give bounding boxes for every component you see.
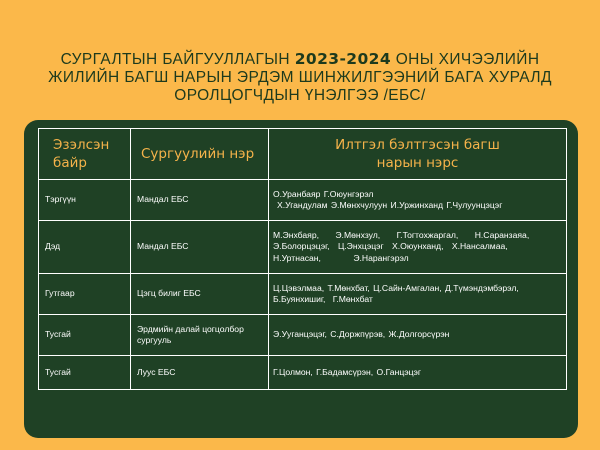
header-place-line1: Эзэлсэн xyxy=(53,137,110,153)
cell-school: Цэгц билиг ЕБС xyxy=(131,274,269,315)
results-card xyxy=(24,120,578,438)
table-row xyxy=(39,274,567,315)
header-place xyxy=(39,129,131,180)
title-line-3: ОРОЛЦОГЧДЫН ҮНЭЛГЭЭ /ЕБС/ xyxy=(174,87,426,104)
title-line-2: ЖИЛИЙН БАГШ НАРЫН ЭРДЭМ ШИНЖИЛГЭЭНИЙ БАГА ХУРАЛД xyxy=(48,69,552,86)
cell-names: Э.Ууганцэцэг, С.Доржпүрэв, Ж.Долгорсүрэн xyxy=(269,315,567,356)
cell-school: Мандал ЕБС xyxy=(131,180,269,221)
header-teachers xyxy=(269,129,567,180)
page-title xyxy=(30,50,570,105)
names-line: Б.Буянхишиг, Г.Мөнхбат xyxy=(273,294,373,304)
names-line: Х.Угандулам Э.Мөнхчулуун И.Уржинханд Г.Чулуунцэцэг xyxy=(277,200,503,210)
title-text-pre: СУРГАЛТЫН БАЙГУУЛЛАГЫН xyxy=(60,51,295,68)
cell-place: Тусгай xyxy=(39,356,131,390)
names-line: М.Энхбаяр, Э.Мөнхзул, Г.Тогтохжаргал, Н.Саранзаяа, xyxy=(273,229,530,240)
names-line: Ц.Цэвэлмаа, Т.Мөнхбат, Ц.Сайн-Амгалан, Д.Түмэндэмбэрэл, xyxy=(273,282,519,293)
header-teachers-line1: Илтгэл бэлтгэсэн багш xyxy=(335,137,500,153)
cell-names: Г.Цолмон, Г.Бадамсүрэн, О.Ганцэцэг xyxy=(269,356,567,390)
table-row xyxy=(39,221,567,274)
names-line: Н.Уртнасан, Э.Нарангэрэл xyxy=(273,252,409,263)
cell-names xyxy=(269,221,567,274)
title-year: 2023-2024 xyxy=(294,50,392,68)
header-place-line2: байр xyxy=(53,155,87,171)
cell-school: Эрдмийн далай цогцолбор сургууль xyxy=(131,315,269,356)
table-row xyxy=(39,180,567,221)
header-teachers-line2: нарын нэрс xyxy=(376,155,459,171)
names-line: Э.Болорцэцэг, Ц.Энхцэцэг Х.Оюунханд, Х.Нансалмаа, xyxy=(273,241,508,252)
title-line-1 xyxy=(30,50,570,69)
results-table xyxy=(38,128,567,390)
header-school: Сургуулийн нэр xyxy=(131,129,269,180)
cell-place: Дэд xyxy=(39,221,131,274)
table-row xyxy=(39,315,567,356)
cell-names xyxy=(269,274,567,315)
names-line: О.Уранбаяр Г.Оюунгэрэл xyxy=(273,188,374,199)
cell-place: Тэргүүн xyxy=(39,180,131,221)
table-row xyxy=(39,356,567,390)
cell-place: Гутгаар xyxy=(39,274,131,315)
cell-school: Мандал ЕБС xyxy=(131,221,269,274)
cell-place: Тусгай xyxy=(39,315,131,356)
title-text-post: ОНЫ ХИЧЭЭЛИЙН xyxy=(391,51,540,68)
cell-school: Луус ЕБС xyxy=(131,356,269,390)
table-header-row xyxy=(39,129,567,180)
cell-names xyxy=(269,180,567,221)
